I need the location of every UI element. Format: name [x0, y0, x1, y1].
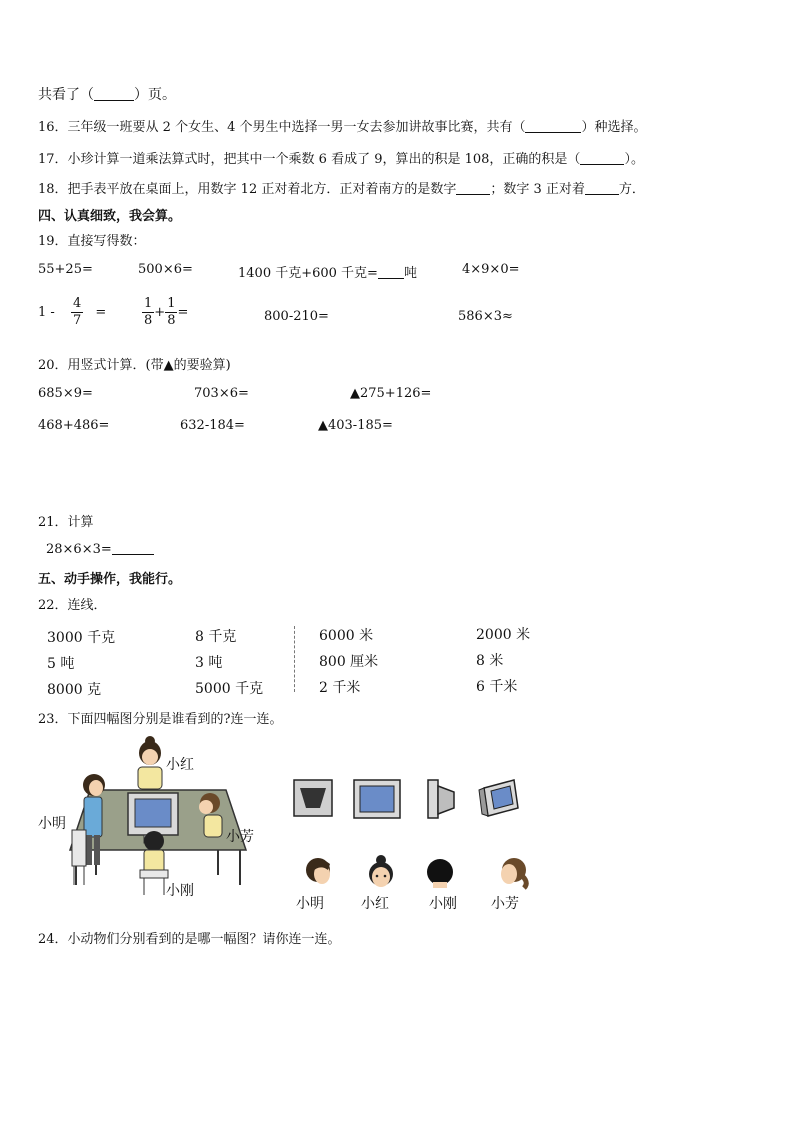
q22-c4-2: 6 千米: [476, 679, 518, 695]
q22-c2-0: 8 千克: [195, 629, 237, 645]
q23-title: 23．下面四幅图分别是谁看到的?连一连。: [38, 712, 283, 727]
q20-title: 20．用竖式计算．(带▲的要验算): [38, 358, 231, 373]
kid-heads: [298, 852, 538, 890]
question-18: [38, 178, 645, 197]
q18-mid: ；数字 3 正对着: [490, 182, 585, 197]
q19-r2-a: [38, 296, 106, 329]
q19-r1-c-unit: 吨: [403, 266, 417, 281]
q22-c2-2: 5000 千克: [195, 681, 264, 697]
q15-suffix: ）页。: [134, 87, 176, 103]
kid-label-0: 小明: [296, 896, 324, 912]
q22-c2-1: 3 吨: [195, 655, 223, 671]
q15-tail: [38, 84, 176, 104]
q18-blank-2[interactable]: [585, 182, 619, 195]
section-5-heading: 五、动手操作，我能行。: [38, 572, 182, 587]
q22-c1-0: 3000 千克: [47, 630, 116, 646]
q17-blank[interactable]: [580, 152, 624, 165]
q19-r1-c-blank[interactable]: [378, 266, 404, 279]
q19-r2-b-eq: =: [177, 305, 189, 320]
scene-label-xiaohong: 小红: [166, 757, 194, 773]
q15-prefix: 共看了（: [38, 87, 94, 103]
q19-r1-c: [238, 262, 417, 281]
monitor-views: [290, 776, 530, 824]
section-4-heading: 四、认真细致，我会算。: [38, 209, 182, 224]
fraction-1-8-b: [165, 296, 177, 329]
q22-c4-0: 2000 米: [476, 627, 531, 643]
xiaofang-head-icon[interactable]: [501, 858, 526, 888]
q19-r2-c: 800-210=: [264, 309, 329, 324]
scene-label-xiaoming: 小明: [38, 816, 66, 832]
q19-r1-a: 55+25=: [38, 262, 93, 277]
q24-title: 24．小动物们分别看到的是哪一幅图？请你连一连。: [38, 932, 341, 947]
q22-title: 22．连线．: [38, 598, 107, 613]
frac-num: 4: [72, 296, 82, 311]
q22-c3-1: 800 厘米: [319, 654, 379, 670]
classroom-scene-illustration: [36, 735, 276, 905]
xiaoming-head-icon[interactable]: [306, 858, 330, 884]
q19-r2-b: [142, 296, 188, 329]
q19-r1-c-expr: 1400 千克+600 千克=: [238, 266, 378, 281]
q20-r2-c: ▲403-185=: [318, 418, 393, 433]
monitor-angled-view[interactable]: [479, 780, 518, 816]
scene-label-xiaogang: 小刚: [166, 883, 194, 899]
q16-suffix: ）种选择。: [581, 120, 647, 135]
frac-den: 8: [167, 313, 176, 328]
fraction-4-7: [71, 296, 83, 329]
q20-r1-c: ▲275+126=: [350, 386, 432, 401]
q20-r2-a: 468+486=: [38, 418, 110, 433]
q19-r1-b: 500×6=: [138, 262, 193, 277]
q20-r1-a: 685×9=: [38, 386, 93, 401]
frac-den: 7: [72, 313, 82, 328]
xiaohong-head-icon[interactable]: [369, 855, 393, 887]
q21-title: 21．计算: [38, 515, 94, 530]
monitor-back-view[interactable]: [294, 780, 332, 816]
q19-r2-a-eq: =: [95, 305, 107, 320]
kid-label-2: 小刚: [429, 896, 457, 912]
q22-c1-2: 8000 克: [47, 682, 102, 698]
q18-suffix: 方．: [618, 182, 645, 197]
q19-title: 19．直接写得数：: [38, 234, 146, 249]
fraction-1-8-a: [142, 296, 154, 329]
q20-r1-b: 703×6=: [194, 386, 249, 401]
q21-expr: [46, 542, 154, 557]
q17-text: 17．小珍计算一道乘法算式时，把其中一个乘数 6 看成了 9，算出的积是 108，正确的积是（: [38, 152, 581, 167]
frac-den: 8: [144, 313, 153, 328]
q22-c3-0: 6000 米: [319, 628, 374, 644]
q19-r1-d: 4×9×0=: [462, 262, 520, 277]
q22-c4-1: 8 米: [476, 653, 504, 669]
q21-blank[interactable]: [112, 542, 154, 555]
plus-sign: +: [154, 305, 166, 320]
q16-blank[interactable]: [525, 120, 581, 133]
q19-r2-a-prefix: 1 -: [38, 305, 55, 320]
q18-blank-1[interactable]: [456, 182, 490, 195]
q16-text: 16．三年级一班要从 2 个女生、4 个男生中选择一男一女去参加讲故事比赛，共有（: [38, 120, 526, 135]
question-16: [38, 116, 647, 135]
q15-blank[interactable]: [94, 88, 134, 101]
q20-r2-b: 632-184=: [180, 418, 245, 433]
xiaogang-head-icon[interactable]: [427, 859, 453, 888]
frac-num: 1: [144, 296, 153, 311]
monitor-side-view[interactable]: [428, 780, 454, 818]
question-17: [38, 148, 644, 167]
q22-c1-1: 5 吨: [47, 656, 75, 672]
kid-label-3: 小芳: [491, 896, 519, 912]
kid-label-1: 小红: [361, 896, 389, 912]
q18-text: 18．把手表平放在桌面上，用数字 12 正对着北方．正对着南方的是数字: [38, 182, 457, 197]
scene-label-xiaofang: 小芳: [226, 829, 254, 845]
frac-num: 1: [167, 296, 176, 311]
q22-c3-2: 2 千米: [319, 680, 361, 696]
xiaogang-figure: [144, 831, 164, 851]
q17-suffix: ）。: [624, 152, 644, 167]
q22-divider: [294, 626, 295, 692]
q19-r2-d: 586×3≈: [458, 309, 513, 324]
q21-expr-text: 28×6×3=: [46, 542, 112, 557]
monitor-front-view[interactable]: [354, 780, 400, 818]
